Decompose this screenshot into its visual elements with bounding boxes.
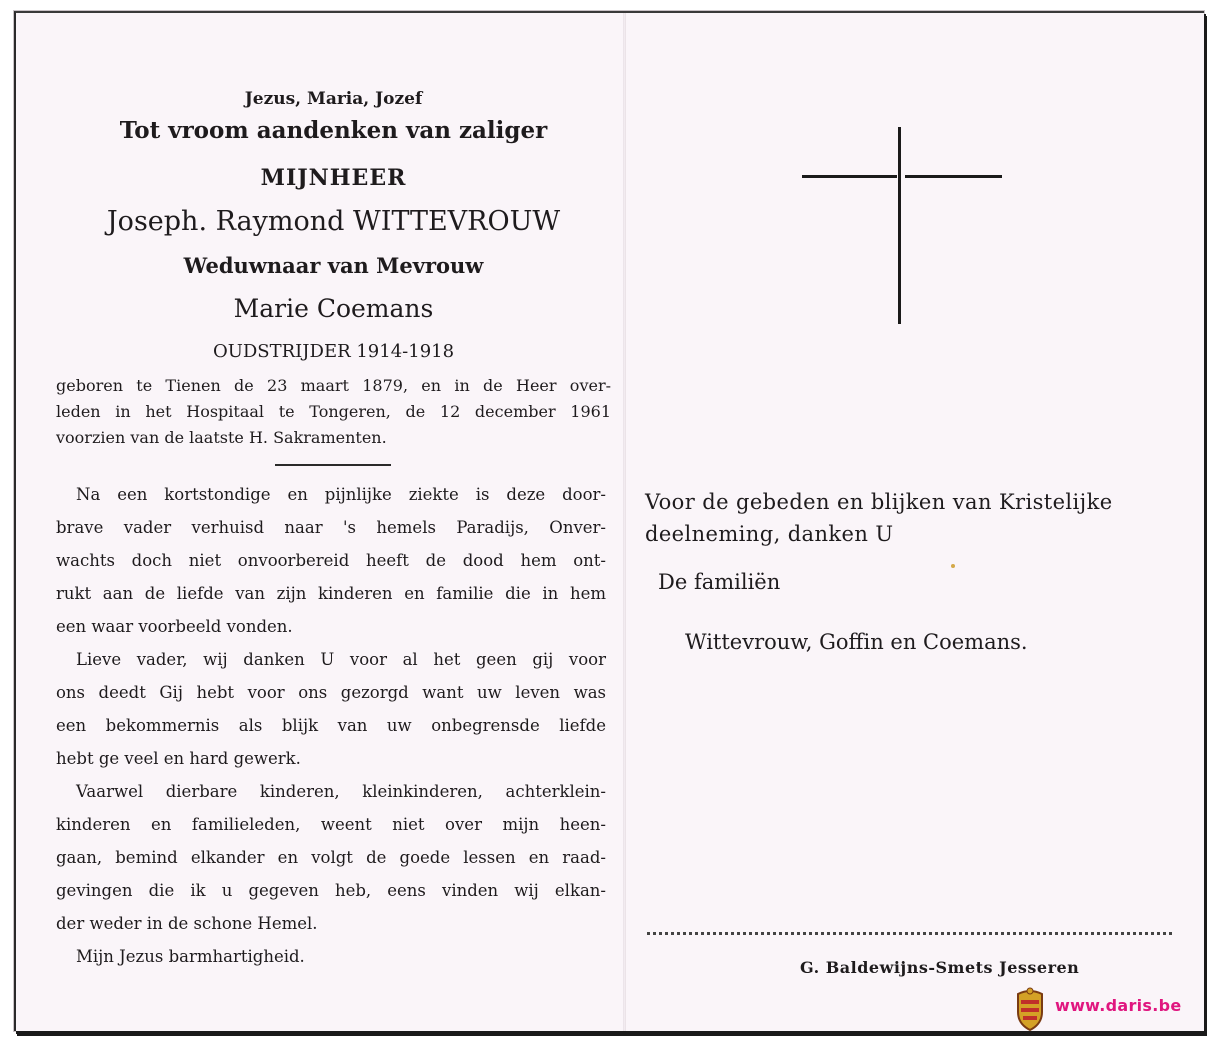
paragraph-line: hebt ge veel en hard gewerk. bbox=[56, 749, 301, 768]
honorific: MIJNHEER bbox=[260, 165, 407, 191]
paragraph-line: Vaarwel dierbare kinderen, kleinkinderen, achterklein- bbox=[76, 782, 606, 801]
ink-speck bbox=[951, 564, 955, 568]
families-label: De familiën bbox=[658, 570, 781, 594]
paragraph-farewell bbox=[56, 775, 606, 940]
paragraph-thanks-father bbox=[56, 643, 606, 775]
spouse-name: Marie Coemans bbox=[233, 294, 434, 323]
paragraph-line: wachts doch niet onvoorbereid heeft de dood hem ont- bbox=[56, 551, 606, 570]
watermark-link[interactable]: www.daris.be bbox=[1055, 996, 1182, 1015]
paragraph-line: kinderen en familieleden, weent niet over mijn heen- bbox=[56, 815, 606, 834]
families-names: Wittevrouw, Goffin en Coemans. bbox=[685, 630, 1028, 654]
paragraph-line: een waar voorbeeld vonden. bbox=[56, 617, 293, 636]
divider bbox=[275, 464, 391, 466]
card-fold bbox=[623, 13, 626, 1031]
thanks-line: Voor de gebeden en blijken van Kristelijke bbox=[645, 490, 1113, 514]
paragraph-line: gaan, bemind elkander en volgt de goede lessen en raad- bbox=[56, 848, 606, 867]
memorial-card bbox=[14, 11, 1204, 1031]
paragraph-line: gevingen die ik u gegeven heb, eens vinden wij elkan- bbox=[56, 881, 606, 900]
widower-line: Weduwnaar van Mevrouw bbox=[183, 253, 484, 278]
paragraph-line: der weder in de schone Hemel. bbox=[56, 914, 318, 933]
prayer bbox=[56, 940, 606, 973]
bio-line: geboren te Tienen de 23 maart 1879, en in de Heer over- bbox=[56, 376, 611, 395]
paragraph-line: brave vader verhuisd naar 's hemels Paradijs, Onver- bbox=[56, 518, 606, 537]
heraldic-shield-icon bbox=[1012, 986, 1048, 1032]
veteran-line: OUDSTRIJDER 1914-1918 bbox=[212, 341, 455, 362]
bio-line: voorzien van de laatste H. Sakramenten. bbox=[56, 428, 387, 447]
thanks-line: deelneming, danken U bbox=[645, 522, 894, 546]
printer-credit: G. Baldewijns-Smets Jesseren bbox=[800, 958, 1080, 977]
paragraph-illness bbox=[56, 478, 606, 643]
bio-line: leden in het Hospitaal te Tongeren, de 12 december 1961 bbox=[56, 402, 611, 421]
dotted-separator bbox=[647, 932, 1172, 935]
paragraph-line: Na een kortstondige en pijnlijke ziekte is deze door- bbox=[76, 485, 606, 504]
deceased-name: Joseph. Raymond WITTEVROUW bbox=[106, 206, 561, 237]
paragraph-line: ons deedt Gij hebt voor ons gezorgd want uw leven was bbox=[56, 683, 606, 702]
paragraph-line: Lieve vader, wij danken U voor al het geen gij voor bbox=[76, 650, 606, 669]
cross-right-arm bbox=[905, 175, 1002, 178]
intro-line: Tot vroom aandenken van zaliger bbox=[119, 117, 548, 144]
cross-vertical-beam bbox=[898, 127, 901, 324]
invocation: Jezus, Maria, Jozef bbox=[244, 89, 423, 109]
paragraph-line: een bekommernis als blijk van uw onbegrensde liefde bbox=[56, 716, 606, 735]
prayer-line: Mijn Jezus barmhartigheid. bbox=[76, 947, 305, 966]
cross-left-arm bbox=[802, 175, 897, 178]
paragraph-line: rukt aan de liefde van zijn kinderen en familie die in hem bbox=[56, 584, 606, 603]
